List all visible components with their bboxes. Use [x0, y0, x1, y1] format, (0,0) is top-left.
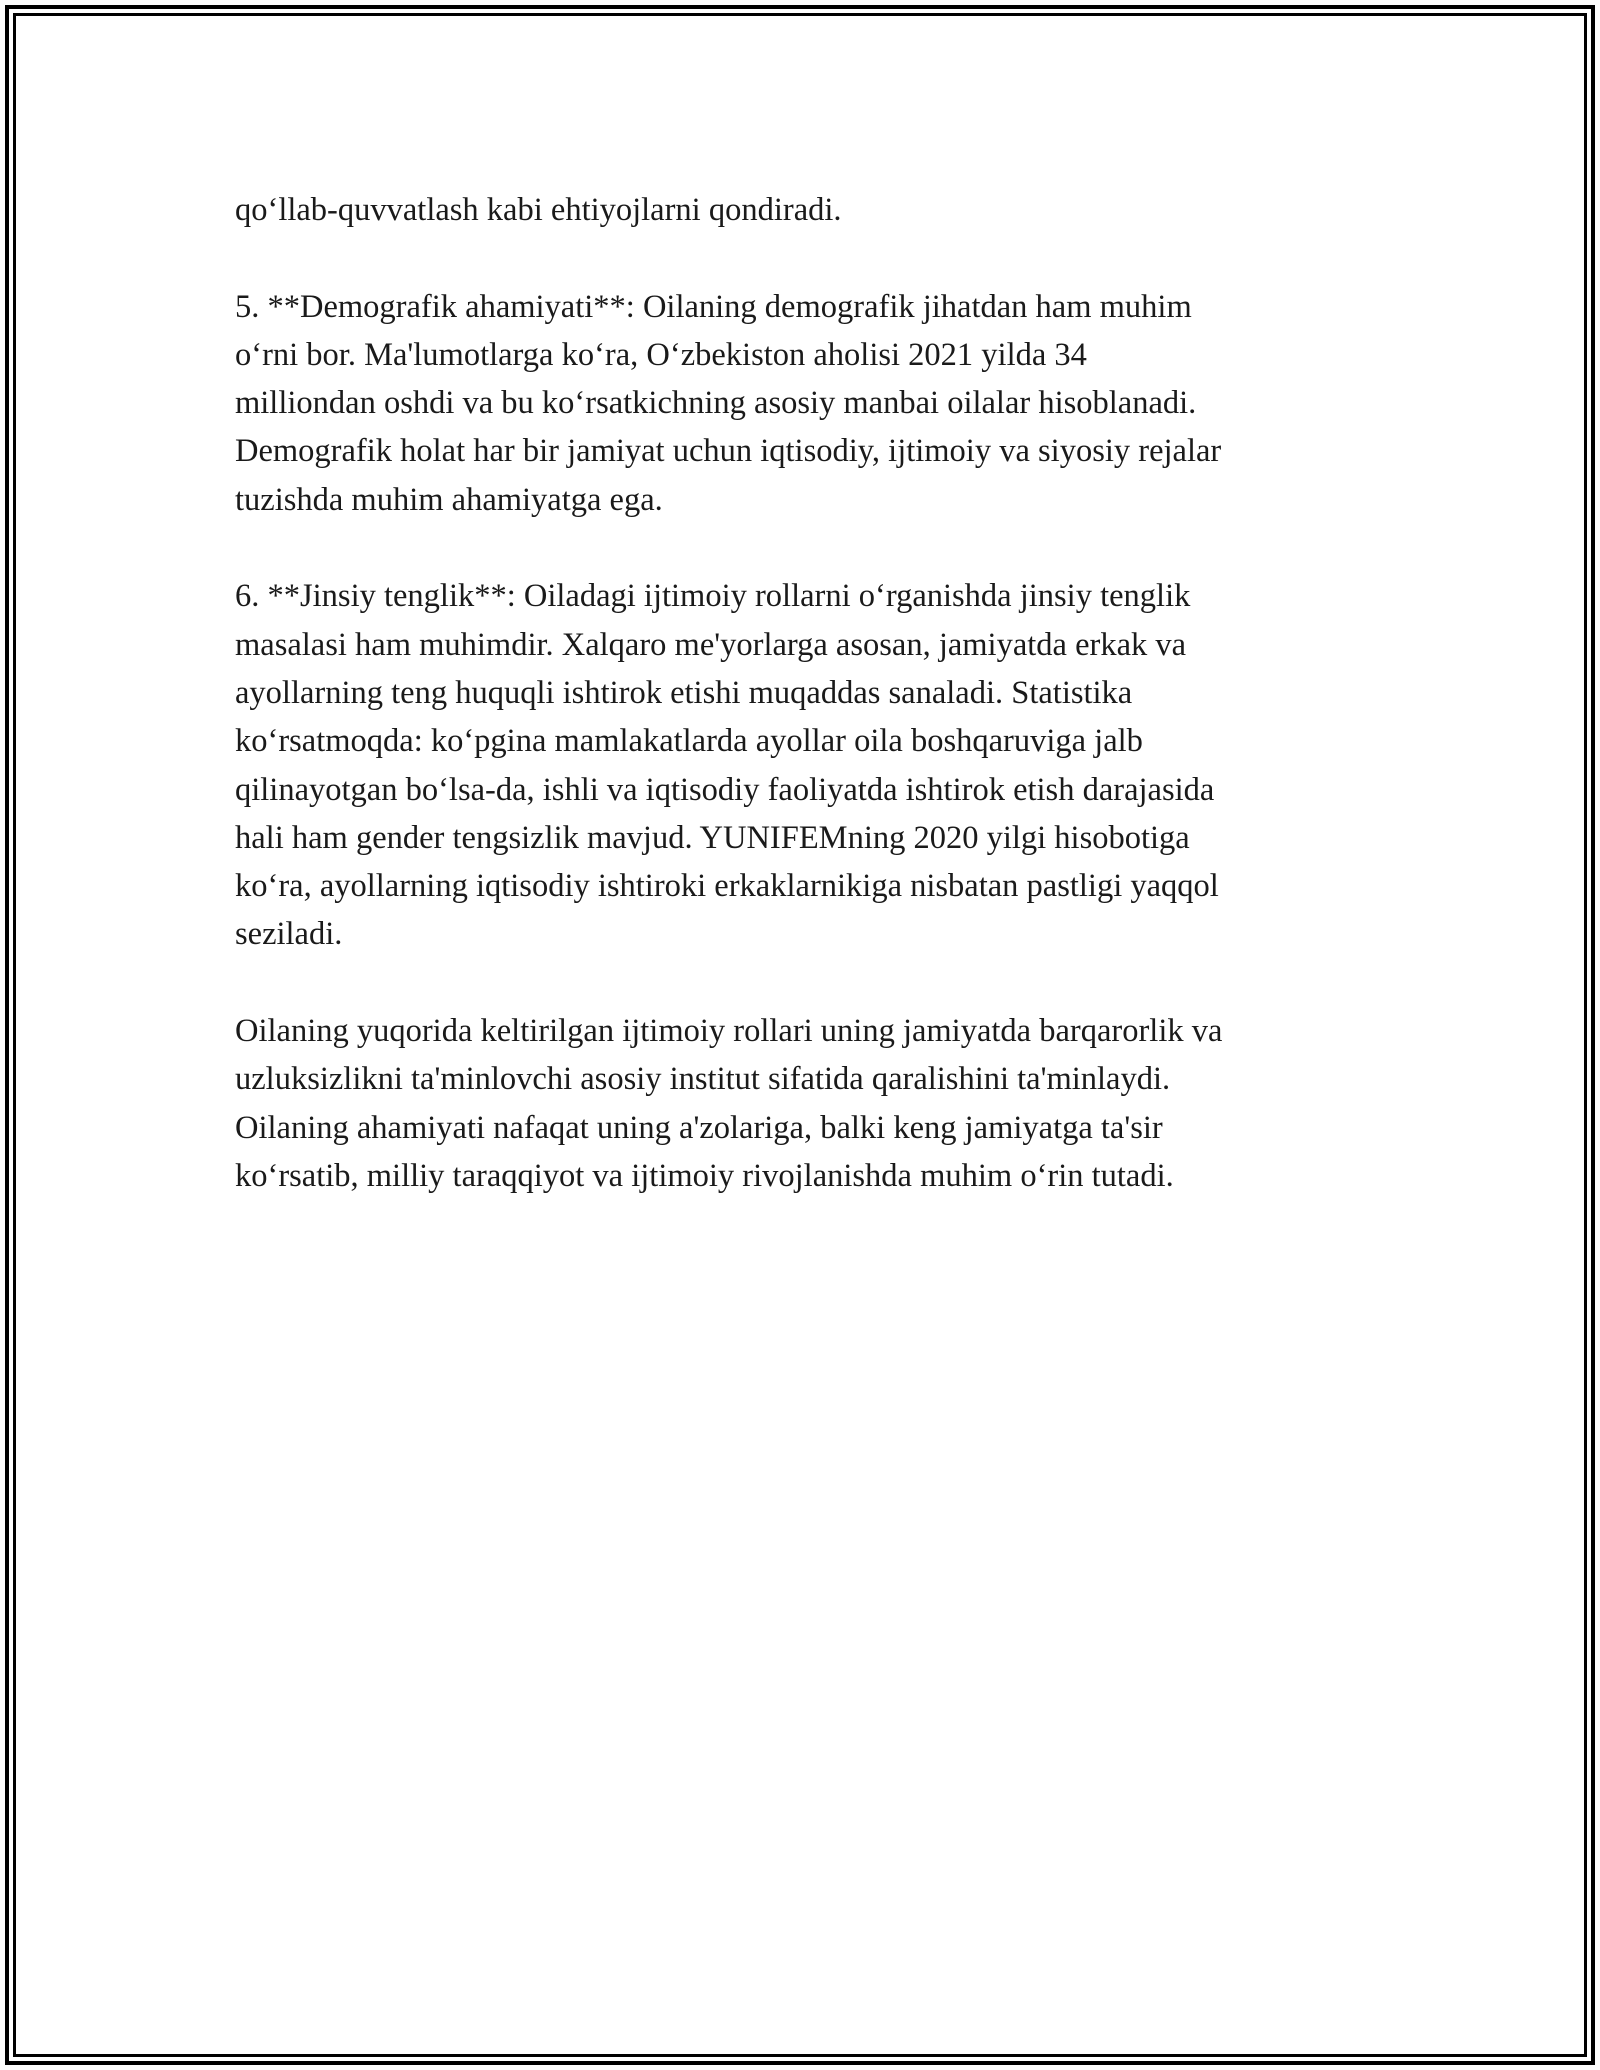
text-line: uzluksizlikni ta'minlovchi asosiy institut sifatida qaralishini ta'minlaydi. [235, 1061, 1171, 1098]
paragraph-continuation [235, 186, 1365, 234]
text-line: Demografik holat har bir jamiyat uchun iqtisodiy, ijtimoiy va siyosiy rejalar [235, 433, 1222, 470]
text-line: Oilaning ahamiyati nafaqat uning a'zolariga, balki keng jamiyatga ta'sir [235, 1109, 1163, 1146]
document-body [235, 186, 1365, 1249]
text-line: 5. **Demografik ahamiyati**: Oilaning demografik jihatdan ham muhim [235, 288, 1192, 325]
text-line: qilinayotgan bo‘lsa-da, ishli va iqtisodiy faoliyatda ishtirok etish darajasida [235, 771, 1215, 808]
text-line: qo‘llab-quvvatlash kabi ehtiyojlarni qondiradi. [235, 192, 842, 228]
text-line: masalasi ham muhimdir. Xalqaro me'yorlarga asosan, jamiyatda erkak va [235, 626, 1187, 663]
text-line: ko‘ra, ayollarning iqtisodiy ishtiroki erkaklarnikiga nisbatan pastligi yaqqol [235, 868, 1219, 905]
paragraph-jinsiy-tenglik [235, 572, 1365, 958]
text-line: tuzishda muhim ahamiyatga ega. [235, 481, 663, 518]
text-line: o‘rni bor. Ma'lumotlarga ko‘ra, O‘zbekiston aholisi 2021 yilda 34 [235, 336, 1087, 373]
text-line: ayollarning teng huquqli ishtirok etishi muqaddas sanaladi. Statistika [235, 674, 1133, 711]
text-line: 6. **Jinsiy tenglik**: Oiladagi ijtimoiy rollarni o‘rganishda jinsiy tenglik [235, 578, 1191, 615]
text-line: milliondan oshdi va bu ko‘rsatkichning asosiy manbai oilalar hisoblanadi. [235, 385, 1197, 422]
text-line: ko‘rsatmoqda: ko‘pgina mamlakatlarda ayollar oila boshqaruviga jalb [235, 723, 1143, 760]
text-line: hali ham gender tengsizlik mavjud. YUNIFEMning 2020 yilgi hisobotiga [235, 819, 1190, 856]
text-line: Oilaning yuqorida keltirilgan ijtimoiy rollari uning jamiyatda barqarorlik va [235, 1013, 1223, 1050]
text-line: seziladi. [235, 916, 343, 953]
paragraph-demografik-ahamiyati [235, 283, 1365, 524]
text-line: ko‘rsatib, milliy taraqqiyot va ijtimoiy rivojlanishda muhim o‘rin tutadi. [235, 1157, 1174, 1194]
paragraph-conclusion [235, 1007, 1365, 1200]
